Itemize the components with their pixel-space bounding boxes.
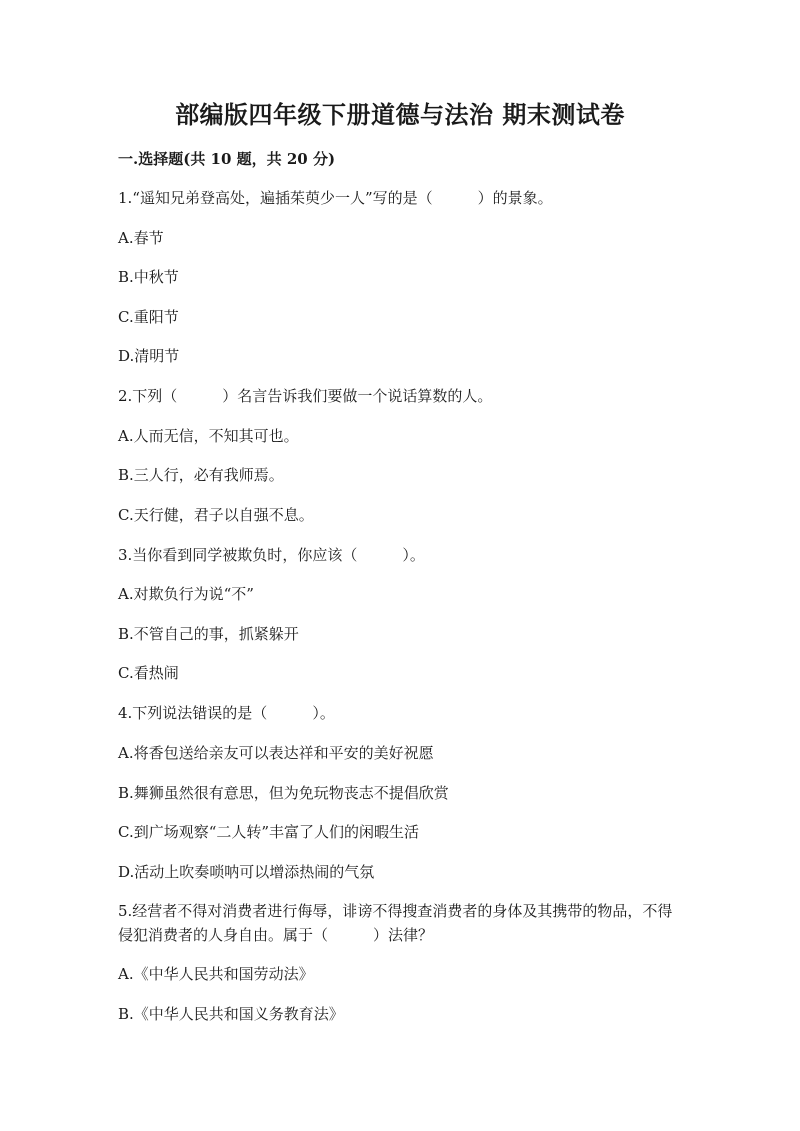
answer-option: C.天行健，君子以自强不息。: [118, 506, 314, 524]
answer-option: B.三人行，必有我师焉。: [118, 466, 284, 484]
answer-option: C.重阳节: [118, 308, 179, 326]
answer-option: A.春节: [118, 229, 164, 247]
question-stem: 5.经营者不得对消费者进行侮辱，诽谤不得搜查消费者的身体及其携带的物品，不得侵犯消费者的人身自由。属于（ ）法律？: [118, 902, 673, 944]
question-stem: 3.当你看到同学被欺负时，你应该（ ）。: [118, 546, 425, 564]
answer-option: A.将香包送给亲友可以表达祥和平安的美好祝愿: [118, 744, 434, 762]
question-stem: 2.下列（ ）名言告诉我们要做一个说话算数的人。: [118, 387, 493, 405]
answer-option: A.人而无信，不知其可也。: [118, 427, 299, 445]
question-stem: 1.“遥知兄弟登高处，遍插茱萸少一人”写的是（ ）的景象。: [118, 189, 553, 207]
answer-option: A.对欺负行为说“不”: [118, 585, 254, 603]
answer-option: B.中秋节: [118, 268, 179, 286]
answer-option: A.《中华人民共和国劳动法》: [118, 965, 314, 983]
answer-option: C.看热闹: [118, 664, 179, 682]
answer-option: C.到广场观察“二人转”丰富了人们的闲暇生活: [118, 823, 420, 841]
answer-option: B.《中华人民共和国义务教育法》: [118, 1005, 344, 1023]
answer-option: D.清明节: [118, 347, 180, 365]
question-stem: 4.下列说法错误的是（ ）。: [118, 704, 335, 722]
answer-option: D.活动上吹奏唢呐可以增添热闹的气氛: [118, 863, 375, 881]
section-heading: 一.选择题(共 10 题，共 20 分): [118, 150, 336, 168]
answer-option: B.不管自己的事，抓紧躲开: [118, 625, 299, 643]
answer-option: B.舞狮虽然很有意思，但为免玩物丧志不提倡欣赏: [118, 784, 449, 802]
page-title: 部编版四年级下册道德与法治 期末测试卷: [175, 100, 625, 129]
